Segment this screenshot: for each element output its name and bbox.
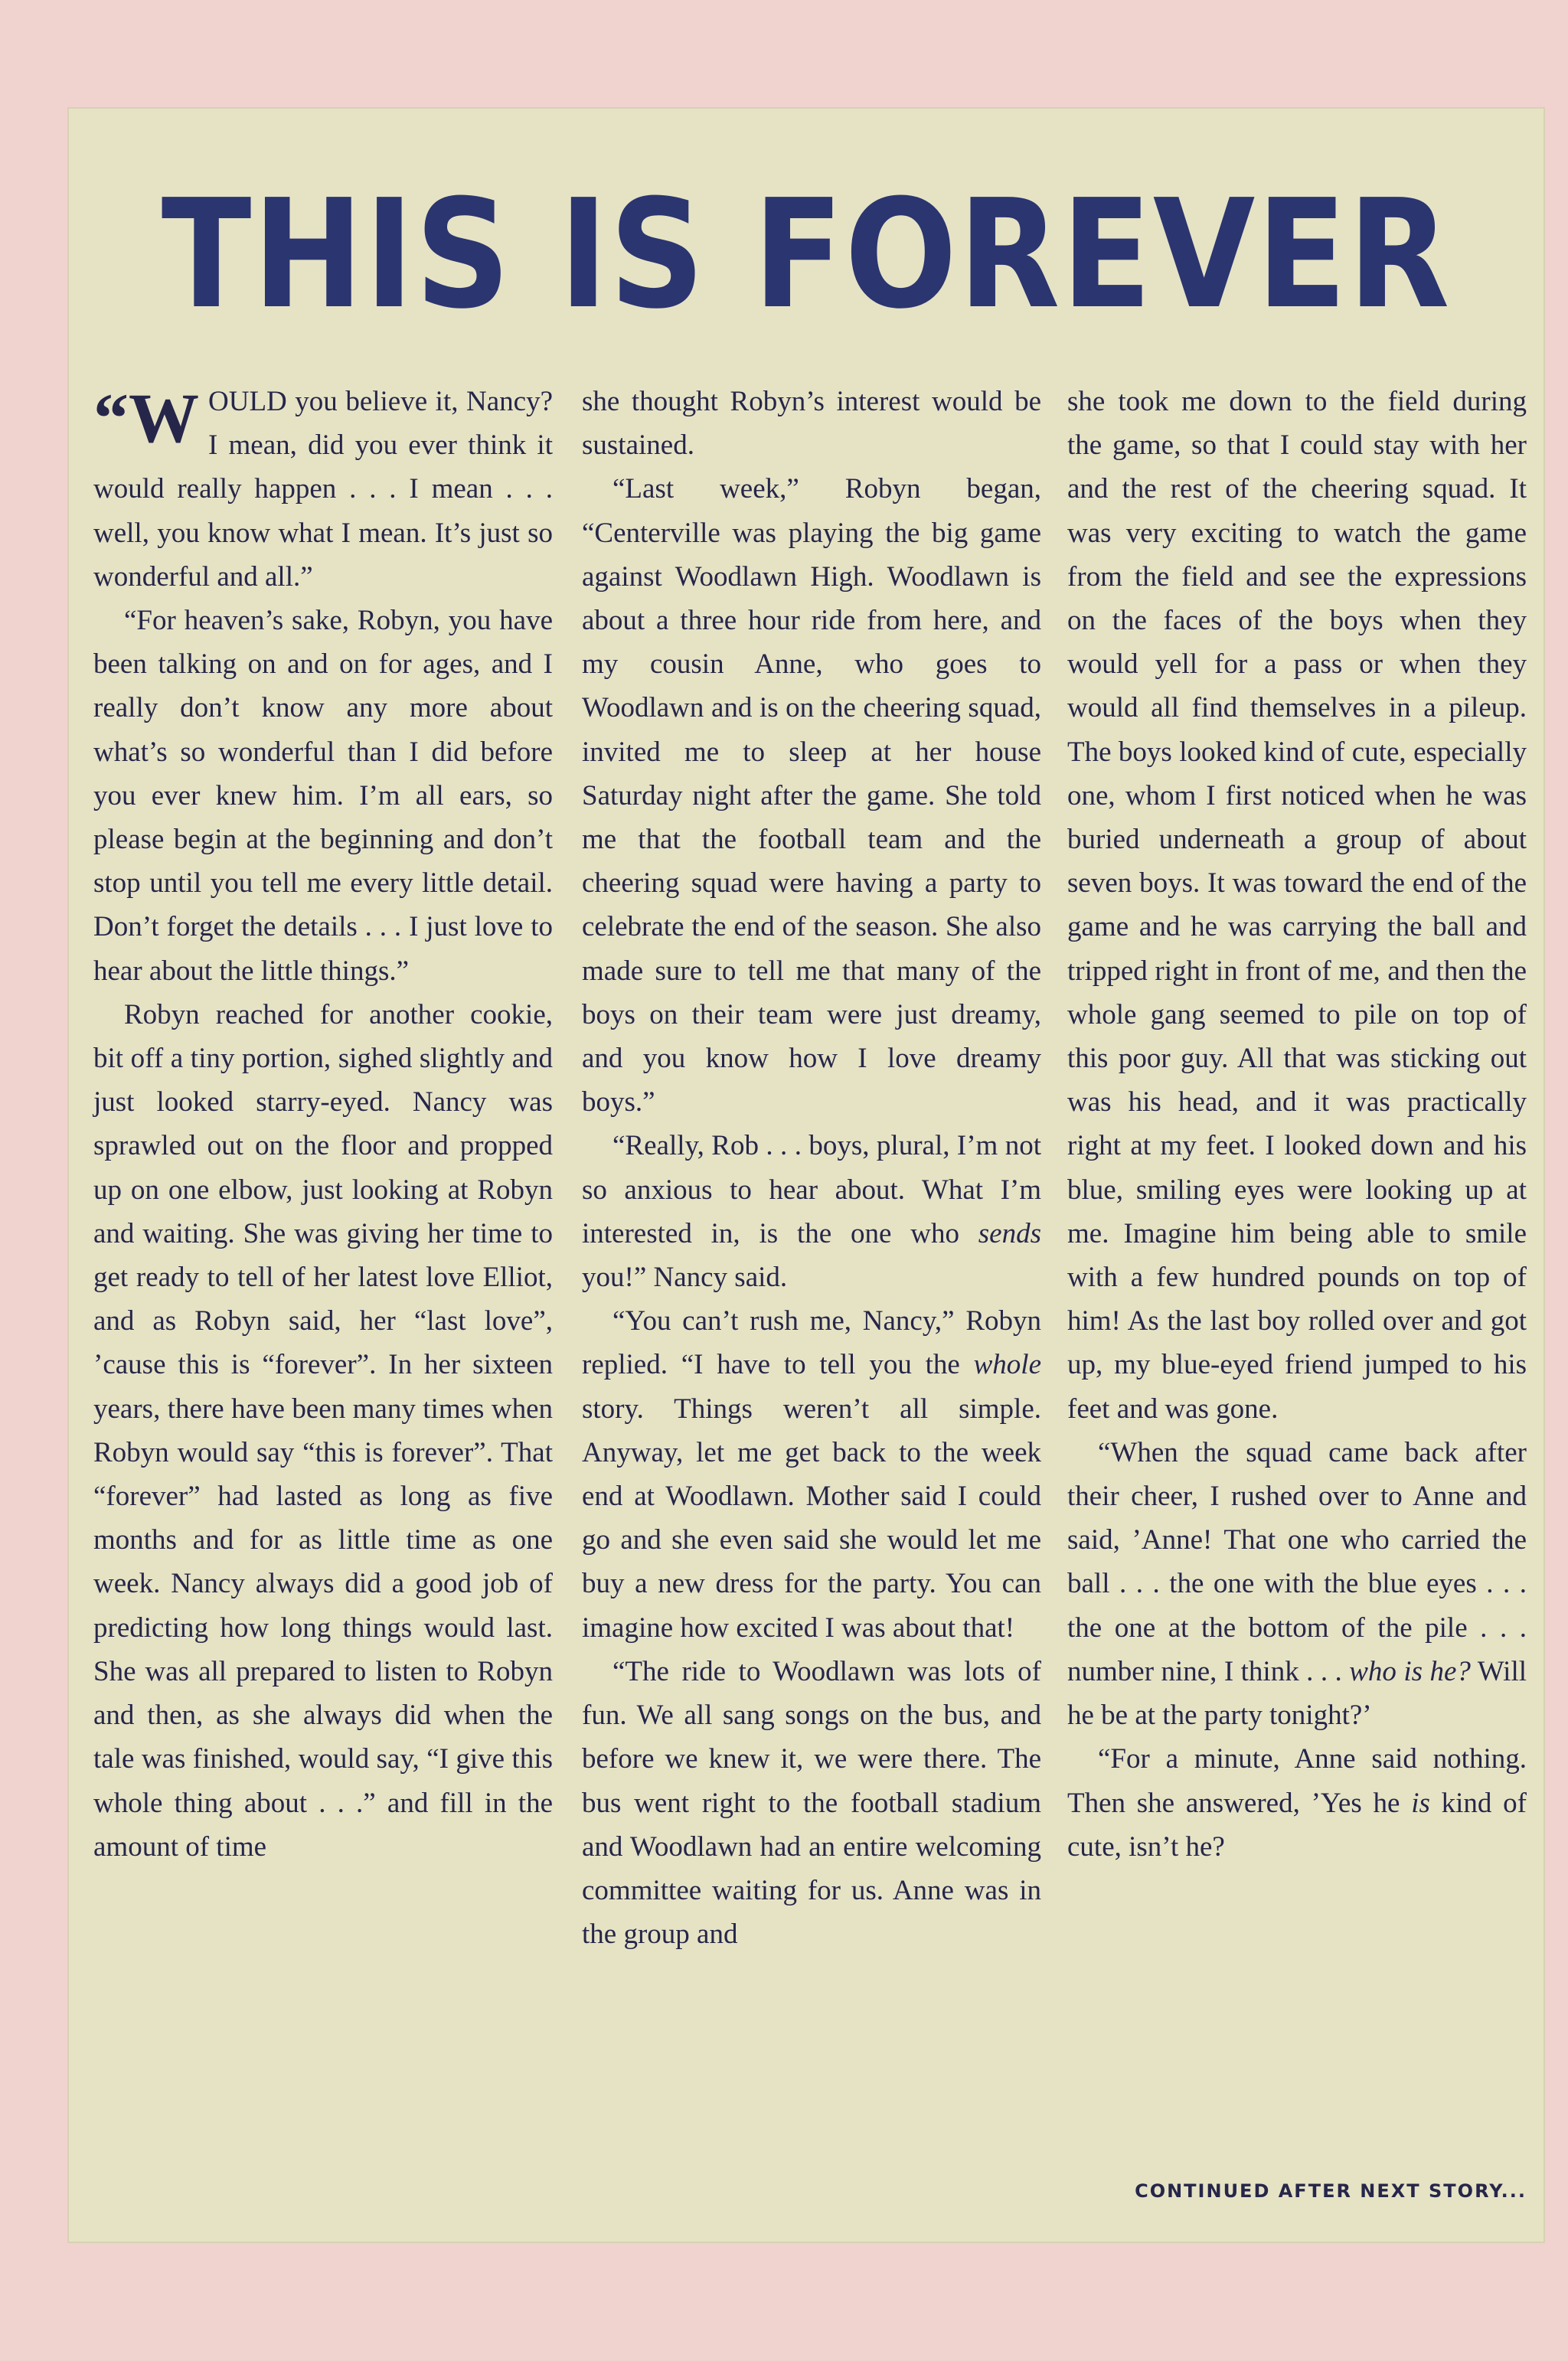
drop-cap: [93, 381, 199, 455]
paragraph-text: “For a minute, Anne said nothing. Then she answered, ’Yes he: [1067, 1743, 1527, 1819]
story-title: THIS IS FOREVER: [161, 168, 1452, 342]
emphasis-text: sends: [978, 1217, 1041, 1249]
continued-notice: CONTINUED AFTER NEXT STORY...: [1135, 2180, 1527, 2202]
emphasis-text: who is he?: [1349, 1655, 1471, 1687]
emphasis-text: whole: [973, 1349, 1041, 1381]
paragraph-text: “You can’t rush me, Nancy,” Robyn replied. “I have to tell you the: [582, 1305, 1041, 1381]
text-column-3: [1067, 380, 1527, 1869]
paragraph: [582, 1299, 1041, 1650]
paragraph: [93, 380, 553, 599]
paragraph: “The ride to Woodlawn was lots of fun. We all sang songs on the bus, and before we knew it, we were there. The bus went right to the football stadium and Woodlawn had an entire welcoming committee waiting for us. Anne was in the group and: [582, 1655, 1041, 1951]
paragraph-text: you!” Nancy said.: [582, 1262, 788, 1294]
paragraph-text: “Really, Rob . . . boys, plural, I’m not so anxious to hear about. What I’m interested in, is the one who: [582, 1130, 1041, 1249]
paragraph: “For heaven’s sake, Robyn, you have been talking on and on for ages, and I really don’t know any more about what’s so wonderful than I did before you ever knew him. I’m all ears, so please begin at the beginning and don’t stop until you tell me every little detail. Don’t forget the details . . . I just love to hear about the little things.”: [93, 605, 553, 987]
drop-cap-quote: “: [93, 379, 129, 457]
paragraph: Robyn reached for another cookie, bit off a tiny portion, sighed slightly and just looked starry-eyed. Nancy was sprawled out on the floor and propped up on one elbow, just looking at Robyn and waiting. She was giving her time to get ready to tell of her latest love Elliot, and as Robyn said, her “last love”, ’cause this is “forever”. In her sixteen years, there have been many times when Robyn would say “this is forever”. That “forever” had lasted as long as five months and for as little time as one week. Nancy always did a good job of predicting how long things would last. She was all prepared to listen to Robyn and then, as she always did when the tale was finished, would say, “I give this whole thing about . . .” and fill in the amount of time: [93, 998, 553, 1863]
text-column-1: [93, 380, 553, 1869]
paragraph-text: kind of cute, isn’t he?: [1067, 1787, 1527, 1863]
emphasis-text: is: [1411, 1787, 1430, 1819]
paragraph: [1067, 1737, 1527, 1869]
text-column-2: [582, 380, 1041, 1956]
paragraph-text: “When the squad came back after their cheer, I rushed over to Anne and said, ’Anne! That one who carried the ball . . . the one with the blue eyes . . . the one at the bottom of the pile . . . number nine, I think . . .: [1067, 1436, 1527, 1687]
drop-cap-letter: W: [129, 379, 199, 457]
paragraph: she took me down to the field during the game, so that I could stay with her and the rest of the cheering squad. It was very exciting to watch the game from the field and see the expressions on the faces of the boys when they would yell for a pass or when they would all find themselves in a pileup. The boys looked kind of cute, especially one, whom I first noticed when he was buried underneath a group of about seven boys. It was toward the end of the game and he was carrying the ball and tripped right in front of me, and then the whole gang seemed to pile on top of this poor guy. All that was sticking out was his head, and it was practically right at my feet. I looked down and his blue, smiling eyes were looking up at me. Imagine him being able to smile with a few hundred pounds on top of him! As the last boy rolled over and got up, my blue-eyed friend jumped to his feet and was gone.: [1067, 386, 1527, 1425]
paragraph: [1067, 1431, 1527, 1737]
paragraph: [582, 1124, 1041, 1299]
paragraph-text: Will he be at the party tonight?’: [1067, 1655, 1527, 1732]
paragraph-text: story. Things weren’t all simple. Anyway, let me get back to the week end at Woodlawn. Mother said I could go and she even said she would let me buy a new dress for the party. You can imagine how excited I was about that!: [582, 1393, 1041, 1644]
paragraph: “Last week,” Robyn began, “Centerville was playing the big game against Woodlawn High. Woodlawn is about a three hour ride from here, and my cousin Anne, who goes to Woodlawn and is on the cheering squad, invited me to sleep at her house Saturday night after the game. She told me that the football team and the cheering squad were having a party to celebrate the end of the season. She also made sure to tell me that many of the boys on their team were just dreamy, and you know how I love dreamy boys.”: [582, 473, 1041, 1118]
paragraph: she thought Robyn’s interest would be sustained.: [582, 386, 1041, 462]
paragraph-text: OULD you believe it, Nancy? I mean, did you ever think it would really happen . . . I mean . . . well, you know what I mean. It’s just so wonderful and all.”: [93, 386, 553, 593]
